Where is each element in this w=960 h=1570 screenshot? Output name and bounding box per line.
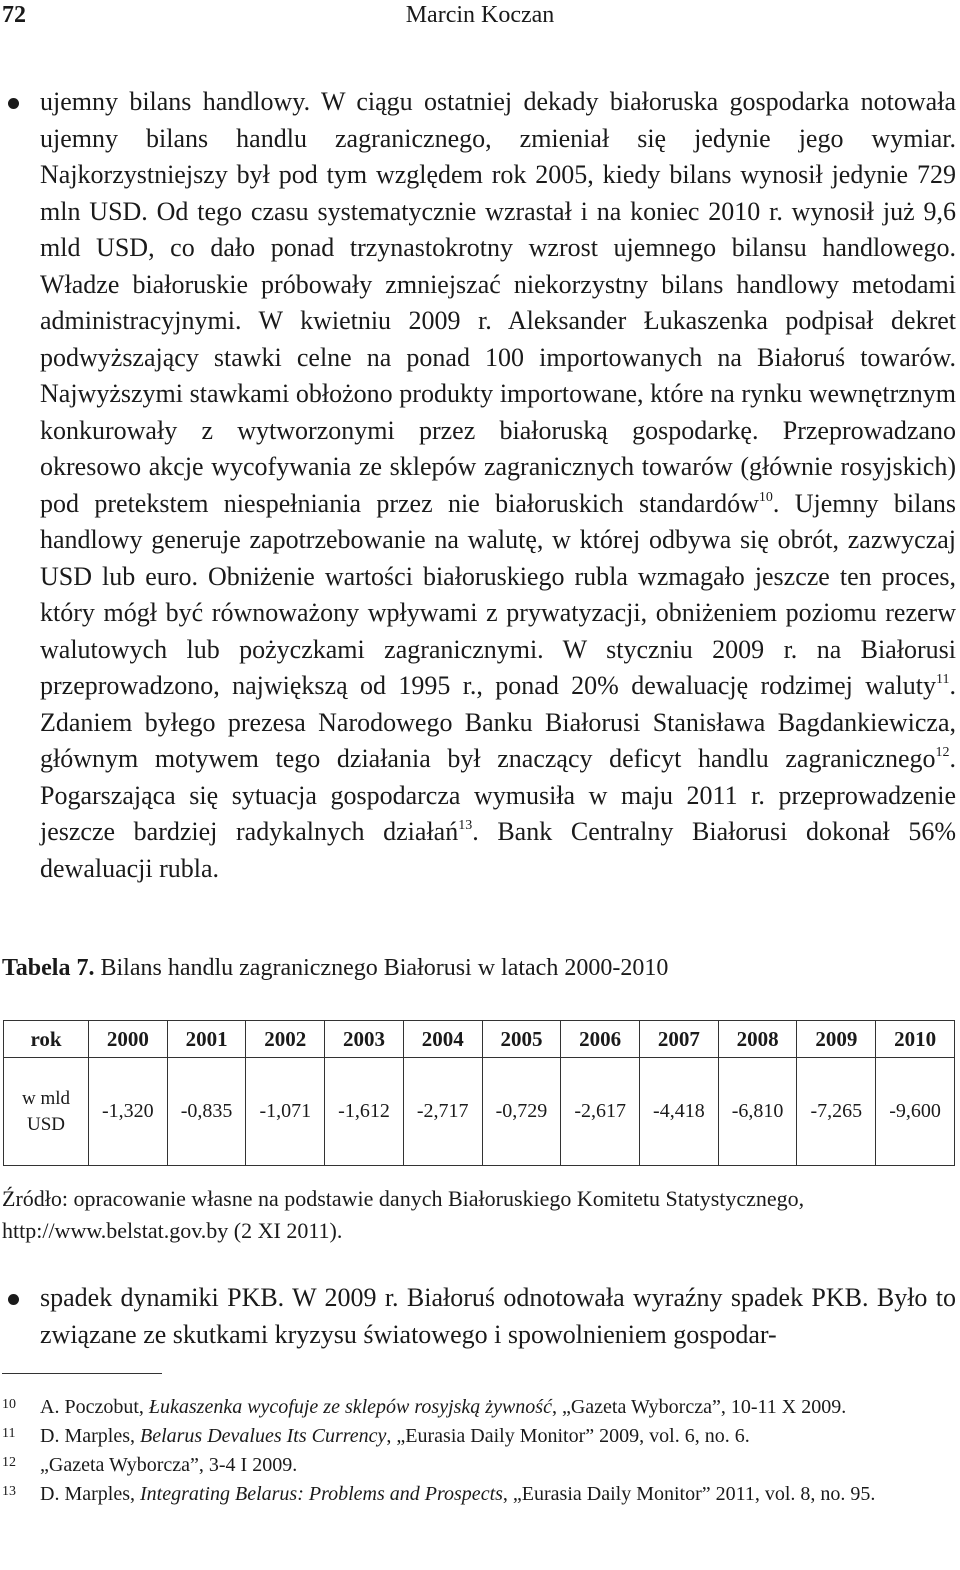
footnote-text: D. Marples,: [40, 1483, 140, 1505]
value-cell: -0,835: [167, 1058, 246, 1166]
value-cell: -1,320: [89, 1058, 168, 1166]
footnote-text: D. Marples,: [40, 1425, 140, 1447]
footnote-text: , „Eurasia Daily Monitor” 2011, vol. 8, no. 95.: [502, 1483, 876, 1505]
running-head-author: Marcin Koczan: [405, 2, 555, 28]
table-header-row: [4, 1021, 955, 1058]
footnote-divider: [2, 1373, 162, 1374]
table-row: [4, 1058, 955, 1166]
header-cell-year: 2002: [246, 1021, 325, 1058]
footnote-item: [2, 1451, 958, 1480]
trade-balance-table: [3, 1020, 955, 1166]
paragraph-text: . Bank Centralny Białorusi dokonał 56% dewaluacji rubla.: [40, 817, 956, 883]
footnote-number: 12: [2, 1455, 16, 1470]
footnote-ref[interactable]: 12: [935, 745, 950, 760]
footnotes: [2, 1393, 958, 1509]
header-cell-year: 2000: [89, 1021, 168, 1058]
header-cell-year: 2010: [876, 1021, 955, 1058]
header-cell-year: 2004: [403, 1021, 482, 1058]
header-cell-rok: rok: [4, 1021, 89, 1058]
value-cell: -4,418: [640, 1058, 719, 1166]
table-caption: [2, 955, 668, 982]
footnote-title: Belarus Devalues Its Currency: [139, 1425, 387, 1447]
footnote-item: [2, 1393, 958, 1422]
footnote-number: 11: [2, 1426, 16, 1441]
footnote-ref[interactable]: 13: [458, 818, 473, 833]
header-cell-year: 2006: [561, 1021, 640, 1058]
value-cell: -7,265: [797, 1058, 876, 1166]
footnote-text: „Gazeta Wyborcza”, 3-4 I 2009.: [40, 1454, 298, 1476]
value-cell: -2,717: [403, 1058, 482, 1166]
header-cell-year: 2003: [325, 1021, 404, 1058]
value-cell: -1,071: [246, 1058, 325, 1166]
value-cell: -0,729: [482, 1058, 561, 1166]
header-cell-year: 2007: [640, 1021, 719, 1058]
footnote-title: Integrating Belarus: Problems and Prospects: [139, 1483, 503, 1505]
header-cell-year: 2008: [718, 1021, 797, 1058]
paragraph-text: . Zdaniem byłego prezesa Narodowego Banku Białorusi Stanisława Bagdankiewicza, głównym motywem tego działania był znaczący deficyt handlu zagranicznego: [40, 671, 956, 773]
value-cell: -6,810: [718, 1058, 797, 1166]
footnote-item: [2, 1480, 958, 1509]
header-cell-year: 2001: [167, 1021, 246, 1058]
footnote-ref[interactable]: 11: [936, 672, 950, 687]
footnote-text: A. Poczobut,: [40, 1396, 149, 1418]
paragraph-text: . Ujemny bilans handlowy generuje zapotrzebowanie na walutę, w której odbywa się obrót, zazwyczaj USD lub euro. Obniżenie wartości białoruskiego rubla wzmagało jeszcze ten proces, który mógł być równoważony wpływami z prywatyzacji, obniżeniem poziomu rezerw walutowych lub pożyczkami zagranicznymi. W styczniu 2009 r. na Białorusi przeprowadzono, największą od 1995 r., ponad 20% dewaluację rodzimej waluty: [40, 488, 956, 700]
bullet-trade-balance: [40, 84, 956, 887]
table-source-note: Źródło: opracowanie własne na podstawie danych Białoruskiego Komitetu Statystycznego, http://www.belstat.gov.by (2 XI 2011).: [2, 1186, 805, 1243]
bullet-gdp-decline: spadek dynamiki PKB. W 2009 r. Białoruś odnotowała wyraźny spadek PKB. Było to związane ze skutkami kryzysu światowego i spowolnieniem gospodar-: [40, 1280, 956, 1353]
value-cell: -9,600: [876, 1058, 955, 1166]
header-cell-year: 2005: [482, 1021, 561, 1058]
footnote-item: [2, 1422, 958, 1451]
footnote-title: Łukaszenka wycofuje ze sklepów rosyjską żywność: [148, 1396, 552, 1418]
footnote-text: , „Eurasia Daily Monitor” 2009, vol. 6, no. 6.: [386, 1425, 750, 1447]
footnote-text: , „Gazeta Wyborcza”, 10-11 X 2009.: [551, 1396, 847, 1418]
row-label-unit: w mld USD: [4, 1058, 89, 1166]
paragraph-text: . Pogarszająca się sytuacja gospodarcza wymusiła w maju 2011 r. przeprowadzenie jeszcze bardziej radykalnych działań: [40, 744, 956, 846]
value-cell: -1,612: [325, 1058, 404, 1166]
table-caption-text: Bilans handlu zagranicznego Białorusi w latach 2000-2010: [94, 955, 669, 981]
table-caption-label: Tabela 7.: [2, 955, 95, 981]
page-number: 72: [2, 2, 26, 28]
footnote-number: 13: [2, 1484, 16, 1499]
footnote-ref[interactable]: 10: [758, 489, 773, 505]
footnote-number: 10: [2, 1397, 16, 1412]
paragraph-text: ujemny bilans handlowy. W ciągu ostatniej dekady białoruska gospodarka notowała ujemny bilans handlu zagranicznego, zmieniał się jedynie jego wymiar. Najkorzystniejszy był pod tym względem rok 2005, kiedy bilans wynosił jedynie 729 mln USD. Od tego czasu systematycznie wzrastał i na koniec 2010 r. wynosił już 9,6 mld USD, co dało ponad trzynastokrotny wzrost ujemnego bilansu handlowego. Władze białoruskie próbowały zmniejszać niekorzystny bilans handlowy metodami administracyjnymi. W kwietniu 2009 r. Aleksander Łukaszenka podpisał dekret podwyższający stawki celne na ponad 100 importowanych na Białoruś towarów. Najwyższymi stawkami obłożono produkty importowane, które na rynku wewnętrznym konkurowały z wytworzonymi przez białoruską gospodarkę. Przeprowadzano okresowo akcje wycofywania ze sklepów zagranicznych towarów (głównie rosyjskich) pod pretekstem niespełniania przez nie białoruskich standardów: [40, 87, 956, 518]
value-cell: -2,617: [561, 1058, 640, 1166]
page-header: [0, 0, 960, 40]
header-cell-year: 2009: [797, 1021, 876, 1058]
